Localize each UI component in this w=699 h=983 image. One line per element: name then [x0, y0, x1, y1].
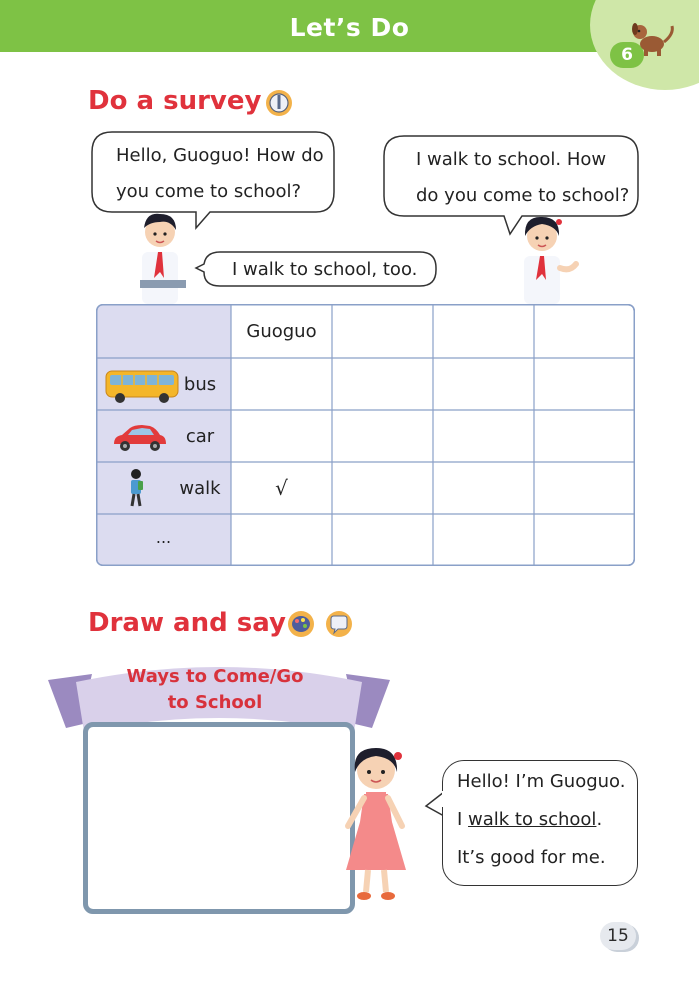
survey-section-title: Do a survey: [88, 86, 262, 116]
bubble-2-text: I walk to school. How do you come to school?: [416, 149, 630, 206]
page-number: 15: [600, 922, 636, 950]
bus-icon: [104, 368, 180, 404]
speech-tail-cover: [428, 779, 444, 821]
row-label-car: car: [185, 425, 215, 447]
car-icon: [110, 422, 168, 454]
girl-illustration-bottom: [336, 742, 416, 908]
row-label-walk: walk: [179, 477, 221, 499]
speech-icon: [324, 609, 354, 639]
bubble-1-text: Hello, Guoguo! How do you come to school?: [116, 145, 324, 202]
survey-icon: [264, 88, 294, 118]
walking-child-icon: [126, 468, 146, 508]
unit-number: 6: [610, 42, 644, 68]
guoguo-speech-bubble: [442, 760, 638, 886]
speech-line-1: Hello! I’m Guoguo.: [457, 771, 626, 792]
table-header-guoguo: Guoguo: [246, 320, 317, 342]
drawing-area[interactable]: [83, 722, 355, 914]
girl-illustration-top: [512, 212, 582, 304]
page-title: Let’s Do: [289, 13, 410, 42]
survey-table: [96, 304, 635, 566]
row-label-bus: bus: [183, 373, 217, 395]
row-label-more: ...: [155, 527, 172, 547]
dog-icon: [630, 18, 678, 58]
draw-section-title: Draw and say: [88, 608, 286, 638]
speech-line-2: I walk to school.: [457, 809, 603, 830]
bubble-3-text: I walk to school, too.: [232, 259, 418, 280]
boy-illustration: [130, 208, 196, 304]
banner-title: Ways to Come/Go to School: [126, 666, 304, 713]
checkmark-cell: √: [275, 476, 288, 500]
speech-line-3: It’s good for me.: [457, 847, 606, 868]
palette-icon: [286, 609, 316, 639]
